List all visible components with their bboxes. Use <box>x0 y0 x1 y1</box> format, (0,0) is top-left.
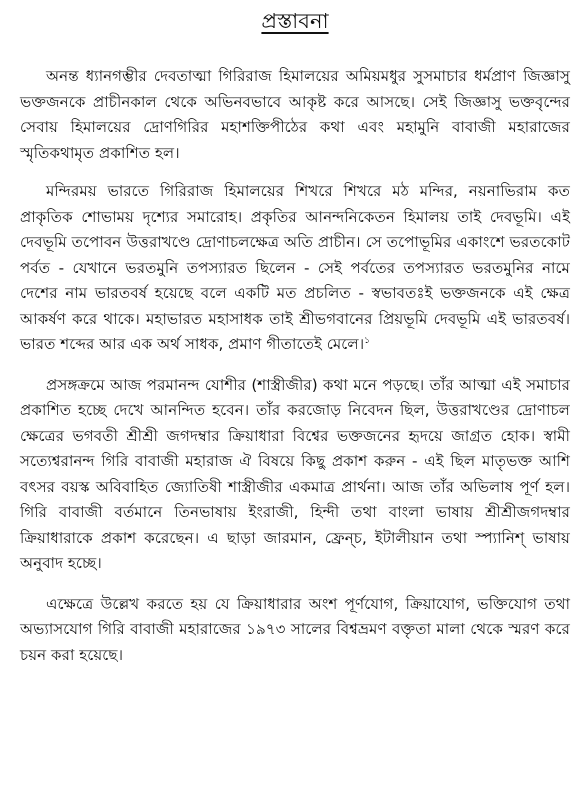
paragraph-4: এক্ষেত্রে উল্লেখ করতে হয় যে ক্রিয়াধারার অংশ পূর্ণযোগ, ক্রিয়াযোগ, ভক্তিযোগ তথা অভ্যাসযোগ গিরি বাবাজী মহারাজের ১৯৭৩ সালের বিশ্বভ্রমণ বক্তৃতা মালা থেকে স্মরণ করে চয়ন করা হয়েছে। <box>20 594 570 664</box>
paragraph-1: অনন্ত ধ্যানগম্ভীর দেবতাত্মা গিরিরাজ হিমালয়ের অমিয়মধুর সুসমাচার ধর্মপ্রাণ জিজ্ঞাসু ভক্তজনকে প্রাচীনকাল থেকে অভিনবভাবে আকৃষ্ট করে আসছে। সেই জিজ্ঞাসু ভক্তবৃন্দের সেবায় হিমালয়ের দ্রোণগিরির মহাশক্তিপীঠের কথা এবং মহামুনি বাবাজী মহারাজের স্মৃতিকথামৃত প্রকাশিত হল। <box>20 67 570 162</box>
paragraph-3: প্রসঙ্গক্রমে আজ পরমানন্দ যোশীর (শাস্ত্রীজীর) কথা মনে পড়ছে। তাঁর আত্মা এই সমাচার প্রকাশিত হচ্ছে দেখে আনন্দিত হবেন। তাঁর করজোড় নিবেদন ছিল, উত্তরাখণ্ডের দ্রোণাচল ক্ষেত্রের ভগবতী শ্রীশ্রী জগদম্বার ক্রিয়াধারা বিশ্বের ভক্তজনের হৃদয়ে জাগ্রত হোক। স্বামী সত্যেশ্বরানন্দ গিরি বাবাজী মহারাজ ঐ বিষয়ে কিছু প্রকাশ করুন - এই ছিল মাতৃভক্ত আশি বৎসর বয়স্ক অবিবাহিত জ্যোতিষী শাস্ত্রীজীর একমাত্র প্রার্থনা। আজ তাঁর অভিলাষ পূর্ণ হল। গিরি বাবাজী বর্তমানে তিনভাষায় ইংরাজী, হিন্দী তথা বাংলা ভাষায় শ্রীশ্রীজগদম্বার ক্রিয়াধারাকে প্রকাশ করেছেন। এ ছাড়া জারমান, ফ্রেন্চ, ইটালীয়ান তথা স্প্যানিশ্ ভাষায় অনুবাদ হচ্ছে। <box>20 375 570 572</box>
paragraph-2-text: মন্দিরময় ভারতে গিরিরাজ হিমালয়ের শিখরে শিখরে মঠ মন্দির, নয়নাভিরাম কত প্রাকৃতিক শোভাময় দৃশ্যের সমারোহ। প্রকৃতির আনন্দনিকেতন হিমালয় তাই দেবভূমি। এই দেবভূমি তপোবন উত্তরাখণ্ডে দ্রোণাচলক্ষেত্র অতি প্রাচীন। সে তপোভূমির একাংশে ভরতকোট পর্বত - যেখানে ভরতমুনি তপস্যারত ছিলেন - সেই পর্বতের তপস্যারত ভরতমুনির নামে দেশের নাম ভারতবর্ষ হয়েছে বলে একটি মত প্রচলিত - স্বভাবতঃই ভক্তজনকে এই ক্ষেত্র আকর্ষণ করে থাকে। মহাভারত মহাসাধক তাই শ্রীভগবানের প্রিয়ভূমি দেবভূমি এই ভারতবর্ষ। ভারত শব্দের আর এক অর্থ সাধক, প্রমাণ গীতাতেই মেলে। <box>20 182 570 353</box>
paragraph-2 <box>20 179 570 358</box>
footnote-marker: ১ <box>364 335 370 346</box>
page-title: প্রস্তাবনা <box>261 9 329 33</box>
